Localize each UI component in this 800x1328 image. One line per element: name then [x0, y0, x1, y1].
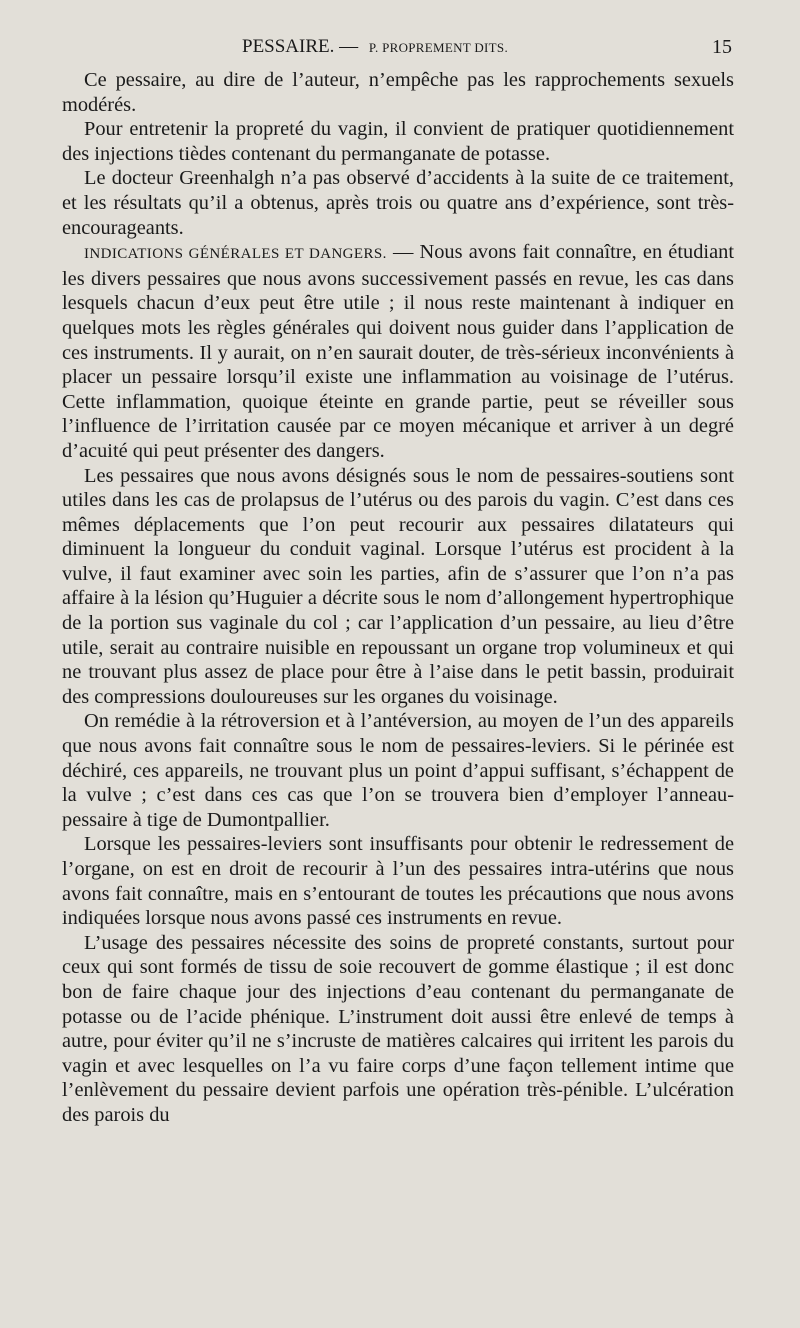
page-header [62, 34, 734, 60]
paragraph-1: Ce pessaire, au dire de l’auteur, n’empêche pas les rapprochements sexuels modérés. [62, 69, 734, 116]
paragraph-4 [62, 240, 734, 463]
paragraph-3: Le docteur Greenhalgh n’a pas observé d’accidents à la suite de ce traitement, et les résultats qu’il a obtenus, après trois ou quatre ans d’expérience, sont très-encourageants. [62, 167, 734, 239]
running-head-dash: — [339, 36, 359, 57]
paragraph-7: Lorsque les pessaires-leviers sont insuffisants pour obtenir le redressement de l’organe, on est en droit de recourir à l’un des pessaires intra-utérins que nous avons fait connaître, mais en s’entourant de toutes les précautions que nous avons indiquées lorsque nous avons passé ces instruments en revue. [62, 833, 734, 930]
page-number: 15 [712, 36, 732, 58]
running-head [242, 34, 508, 61]
running-head-subtitle: P. PROPREMENT DITS. [368, 40, 508, 55]
section-heading: INDICATIONS GÉNÉRALES ET DANGERS. [84, 246, 387, 263]
paragraph-6: On remédie à la rétroversion et à l’antéversion, au moyen de l’un des appareils que nous avons fait connaître sous le nom de pessaires-leviers. Si le périnée est déchiré, ces appareils, ne trouvant plus un point d’appui suffisant, s’échappent de la vulve ; c’est dans ces cas que l’on se trouvera bien d’employer l’anneau-pessaire à tige de Dumontpallier. [62, 710, 734, 831]
paragraph-4-text: — Nous avons fait connaître, en étudiant les divers pessaires que nous avons successivement passés en revue, les cas dans lesquels chacun d’eux peut être utile ; il nous reste maintenant à indiquer en quelques mots les règles générales qui doivent nous guider dans l’application de ces instruments. Il y aurait, on n’en saurait douter, de très-sérieux inconvénients à placer un pessaire lorsqu’il existe une inflammation au voisinage de l’utérus. Cette inflammation, quoique éteinte en grande partie, peut se réveiller sous l’influence de l’irritation causée par ce moyen mécanique et arriver à un degré d’acuité qui peut présenter des dangers. [62, 241, 734, 462]
paragraph-5: Les pessaires que nous avons désignés sous le nom de pessaires-soutiens sont utiles dans les cas de prolapsus de l’utérus ou des parois du vagin. C’est dans ces mêmes déplacements que l’on peut recourir aux pessaires dilatateurs qui diminuent la longueur du conduit vaginal. Lorsque l’utérus est procident à la vulve, il faut examiner avec soin les parties, afin de s’assurer que l’on n’a pas affaire à la lésion qu’Huguier a décrite sous le nom d’allongement hypertrophique de la portion sus vaginale du col ; car l’application d’un pessaire, au lieu d’être utile, serait au contraire nuisible en repoussant un organe trop volumineux et qui ne trouvant plus assez de place pour être à l’aise dans le petit bassin, produirait des compressions douloureuses sur les organes du voisinage. [62, 464, 734, 708]
paragraph-8: L’usage des pessaires nécessite des soins de propreté constants, surtout pour ceux qui sont formés de tissu de soie recouvert de gomme élastique ; il est donc bon de faire chaque jour des injections d’eau contenant du permanganate de potasse ou de l’acide phénique. L’instrument doit aussi être enlevé de temps à autre, pour éviter qu’il ne s’incruste de matières calcaires qui irritent les parois du vagin et avec lesquelles on l’a vu faire corps d’une façon tellement intime que l’enlèvement du pessaire devient parfois une opération très-pénible. L’ulcération des parois du [62, 931, 734, 1126]
body-text [62, 68, 734, 1128]
running-head-title: PESSAIRE. [242, 36, 335, 57]
paragraph-2: Pour entretenir la propreté du vagin, il convient de pratiquer quotidiennement des injections tièdes contenant du permanganate de potasse. [62, 118, 734, 165]
